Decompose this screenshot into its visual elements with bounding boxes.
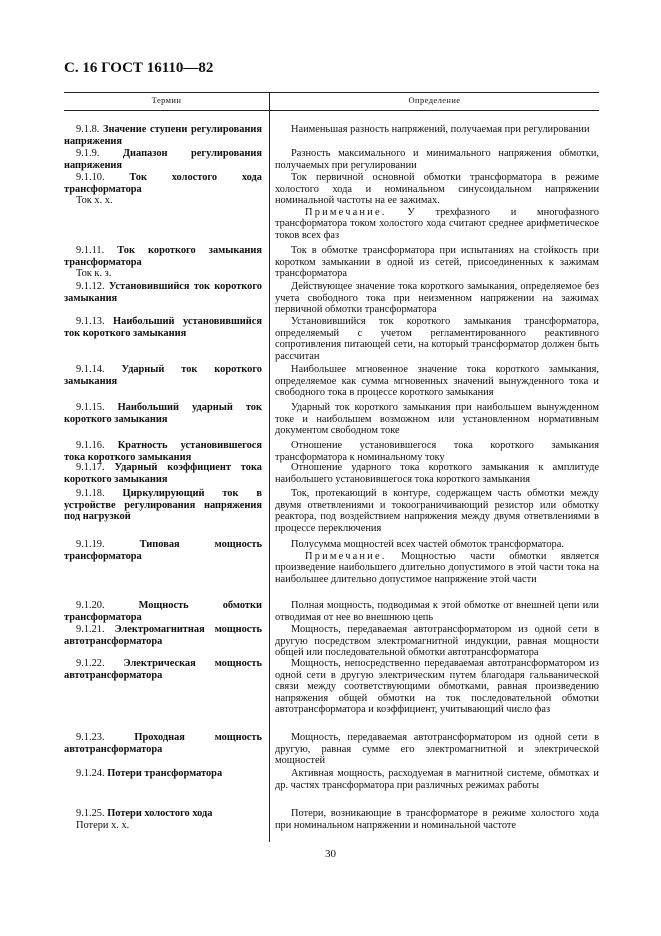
term-cell [64, 732, 262, 755]
definition-cell [275, 488, 599, 534]
term-number: 9.1.9. [76, 148, 100, 159]
definition-text: Полная мощность, подводимая к этой обмотке от внешней цепи или отводимая от нее во внешнюю цепь [275, 600, 599, 623]
definition-cell [275, 245, 599, 280]
term-number: 9.1.13. [76, 316, 105, 327]
definition-text: Наименьшая разность напряжений, получаемая при регулировании [291, 124, 590, 135]
note-text: Мощностью части обмотки является произведение наибольшего длительно допустимого в этой части тока на наибольшее длительно допустимое напряжение этой части [275, 550, 599, 585]
term-cell [64, 462, 262, 485]
term-name: Ударный коэффициент тока короткого замыкания [64, 462, 262, 485]
page-number: 30 [325, 848, 336, 860]
term-number: 9.1.19. [76, 539, 105, 550]
definition-text: Ударный ток короткого замыкания при наибольшем вынужденном токе и наибольшем возможном или установленном нормативным документом свободном токе [275, 402, 599, 437]
definition-text: Наибольшее мгновенное значение тока короткого замыкания, определяемое как сумма мгновенных значений вынужденного тока и свободного тока в процессе короткого замыкания [275, 364, 599, 399]
definition-text: Разность максимального и минимального напряжения обмотки, получаемых при регулировании [275, 148, 599, 171]
term-name: Циркулирующий ток в устройстве регулирования напряжения под нагрузкой [64, 488, 262, 523]
term-cell [64, 124, 262, 147]
term-name: Мощность обмотки трансформатора [64, 600, 262, 623]
term-number: 9.1.12. [76, 281, 105, 292]
definition-text: Отношение установившегося тока короткого замыкания трансформатора к номинальному току [275, 440, 599, 463]
definition-text: Ток первичной основной обмотки трансформатора в режиме холостого хода и номинальном синусоидальном напряжении номинальной частоты на ее зажимах. [275, 172, 599, 207]
note-label: Примечание. [305, 206, 387, 218]
term-number: 9.1.14. [76, 364, 105, 375]
column-header-definition: Определение [408, 95, 461, 105]
term-name: Ток короткого замыкания трансформатора [64, 245, 262, 268]
table-header-rule [64, 110, 599, 111]
definition-text: Действующее значение тока короткого замыкания, определяемое без учета свободного тока при неизменном напряжении на зажимах первичной обмотки трансформатора [275, 281, 599, 316]
term-name: Наибольший ударный ток короткого замыкания [64, 402, 262, 425]
term-number: 9.1.25. [76, 808, 105, 819]
term-name: Электрическая мощность автотрансформатора [64, 658, 262, 681]
term-abbreviation: Ток х. х. [76, 195, 113, 207]
term-number: 9.1.17. [76, 462, 105, 473]
term-cell [64, 402, 262, 425]
term-name: Диапазон регулирования напряжения [64, 148, 262, 171]
definition-cell [275, 124, 599, 136]
term-number: 9.1.20. [76, 600, 105, 611]
definition-cell [275, 658, 599, 716]
definition-text: Активная мощность, расходуемая в магнитной системе, обмотках и др. частях трансформатора при различных режимах работы [275, 768, 599, 791]
term-number: 9.1.22. [76, 658, 105, 669]
definition-cell [275, 600, 599, 623]
definition-cell [275, 402, 599, 437]
definition-cell [275, 808, 599, 831]
term-cell [64, 624, 262, 647]
term-name: Типовая мощность трансформатора [64, 539, 262, 562]
term-number: 9.1.24. [76, 768, 105, 779]
definition-text: Мощность, непосредственно передаваемая автотрансформатором из одной сети в другую электрическим путем благодаря гальванической связи между соответствующими обмотками, равная произведению напряжения общей обмотки на ток последовательной обмотки автотрансформатора и коэффициент, учитывающий число фаз [275, 658, 599, 716]
term-number: 9.1.18. [76, 488, 105, 499]
definition-text: Ток, протекающий в контуре, содержащем часть обмотки между двумя ответвлениями и токоограничивающий резистор или обмотку реактора, под воздействием напряжения между двумя ответвлениями в процессе переключения [275, 488, 599, 534]
term-cell [64, 148, 262, 171]
term-abbreviation: Потери х. х. [76, 819, 130, 831]
page-header: С. 16 ГОСТ 16110—82 [64, 60, 214, 76]
term-name: Кратность установившегося тока короткого замыкания [64, 440, 262, 463]
term-number: 9.1.21. [76, 624, 105, 635]
column-header-term: Термин [151, 95, 182, 105]
definition-note [275, 551, 599, 586]
term-name: Значение ступени регулирования напряжения [64, 124, 262, 147]
definition-cell [275, 172, 599, 242]
term-cell [64, 488, 262, 523]
term-name: Потери трансформатора [107, 768, 223, 779]
term-cell [64, 245, 262, 280]
term-cell [64, 808, 262, 831]
term-name: Установившийся ток короткого замыкания [64, 281, 262, 304]
term-number: 9.1.11. [76, 245, 105, 256]
definition-cell [275, 148, 599, 171]
definition-cell [275, 732, 599, 767]
term-cell [64, 440, 262, 463]
definition-cell [275, 539, 599, 585]
term-cell [64, 172, 262, 207]
definition-cell [275, 624, 599, 659]
definition-text: Ток в обмотке трансформатора при испытаниях на стойкость при коротком замыкании в одной из сетей, присоединенных к зажимам трансформатора [275, 245, 599, 280]
term-name: Ударный ток короткого замыкания [64, 364, 262, 387]
definition-text: Отношение ударного тока короткого замыкания к амплитуде наибольшего установившегося тока короткого замыкания [275, 462, 599, 485]
definition-text: Мощность, передаваемая автотрансформатором из одной сети в другую посредством электромагнитной индукции, равная мощности общей или последовательной обмотки автотрансформатора [275, 624, 599, 659]
term-number: 9.1.23. [76, 732, 105, 743]
definition-cell [275, 316, 599, 362]
term-abbreviation: Ток к. з. [76, 268, 112, 280]
term-name: Наибольший установившийся ток короткого замыкания [64, 316, 262, 339]
column-divider [269, 92, 270, 842]
term-name: Электромагнитная мощность автотрансформатора [64, 624, 262, 647]
term-number: 9.1.15. [76, 402, 105, 413]
definition-cell [275, 462, 599, 485]
term-name: Проходная мощность автотрансформатора [64, 732, 262, 755]
definition-text: Потери, возникающие в трансформаторе в режиме холостого хода при номинальном напряжении и номинальной частоте [275, 808, 599, 831]
definition-text: Полусумма мощностей всех частей обмоток трансформатора. [291, 539, 564, 550]
note-label: Примечание. [305, 550, 387, 562]
definition-cell [275, 364, 599, 399]
term-cell [64, 768, 262, 780]
table-top-rule [64, 92, 599, 93]
term-number: 9.1.10. [76, 172, 105, 183]
term-number: 9.1.16. [76, 440, 105, 451]
definition-cell [275, 281, 599, 316]
definition-text: Мощность, передаваемая автотрансформатором из одной сети в другую, равная сумме его электромагнитной и электрической мощностей [275, 732, 599, 767]
note-text: У трехфазного и многофазного трансформатора током холостого хода считают среднее арифметическое токов всех фаз [275, 206, 599, 241]
term-name: Ток холостого хода трансформатора [64, 172, 262, 195]
term-cell [64, 658, 262, 681]
term-cell [64, 364, 262, 387]
definition-cell [275, 440, 599, 463]
term-cell [64, 316, 262, 339]
term-name: Потери холостого хода [107, 808, 213, 819]
term-cell [64, 281, 262, 304]
definition-cell [275, 768, 599, 791]
term-number: 9.1.8. [76, 124, 100, 135]
definition-note [275, 207, 599, 242]
term-cell [64, 600, 262, 623]
term-cell [64, 539, 262, 562]
definition-text: Установившийся ток короткого замыкания трансформатора, определяемый с учетом регламентированного реактивного сопротивления питающей сети, на который трансформатор должен быть рассчитан [275, 316, 599, 362]
